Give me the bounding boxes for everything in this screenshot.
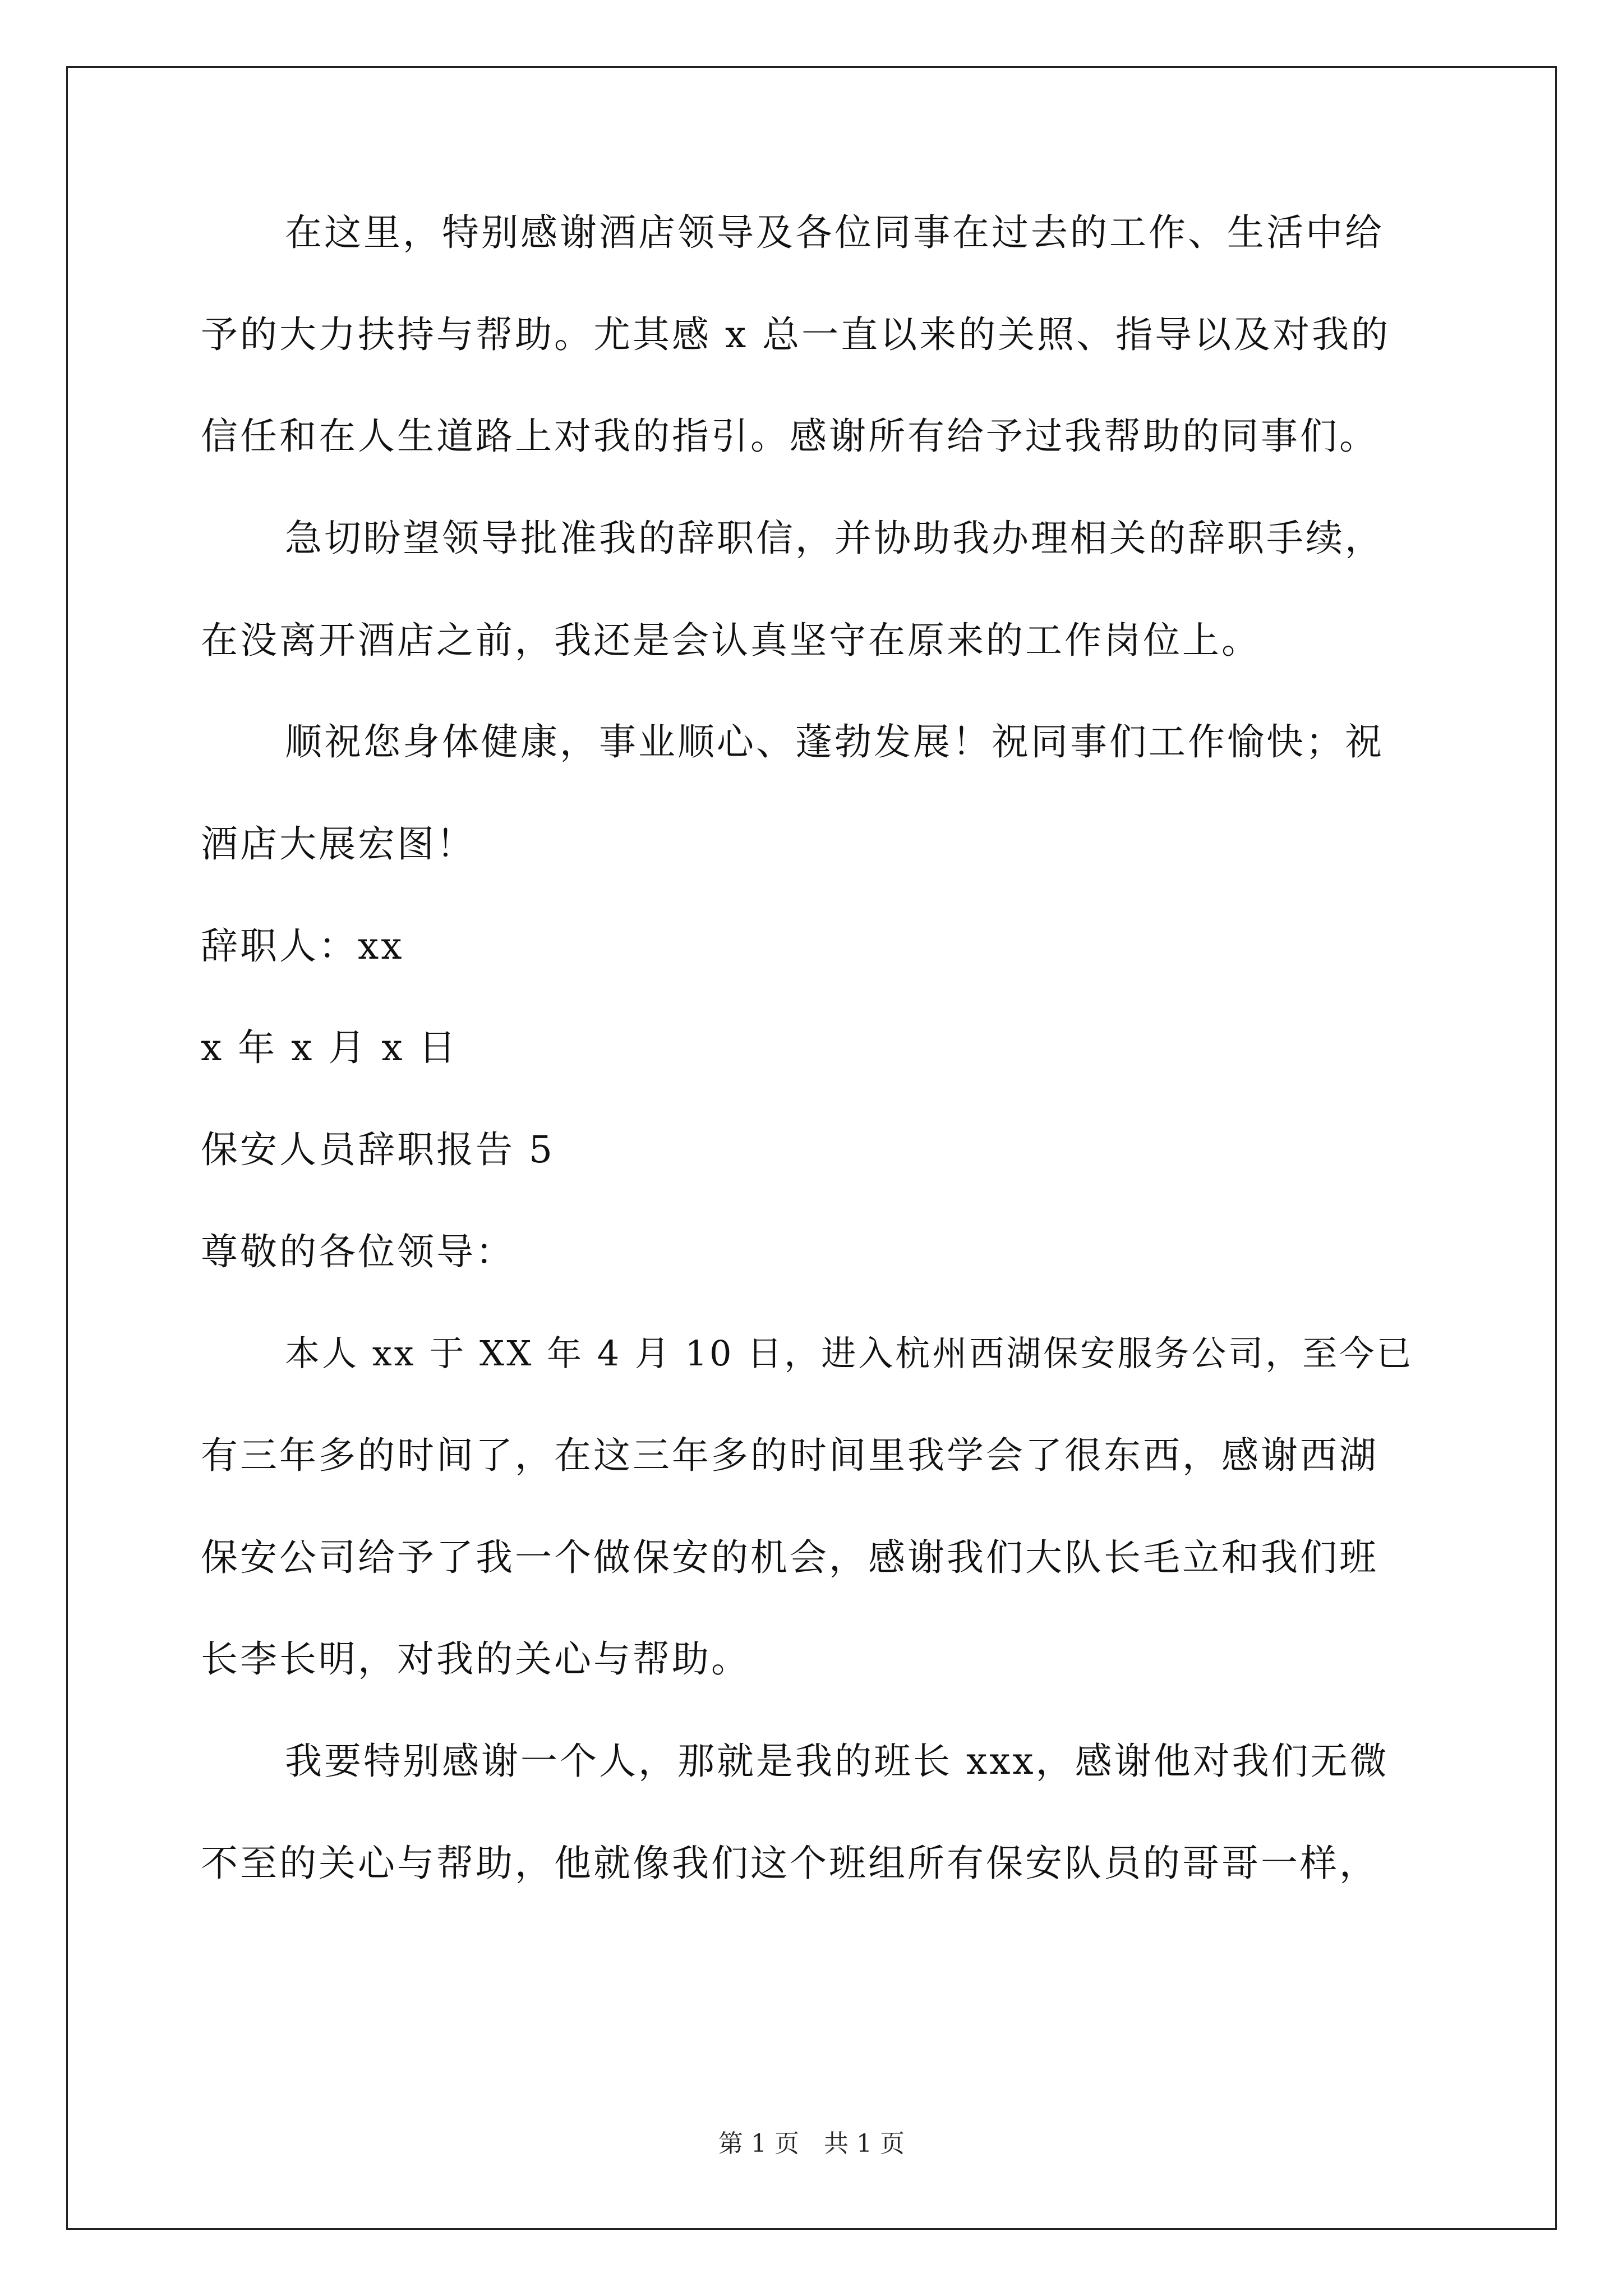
date-line: x 年 x 月 x 日 [201,1026,458,1069]
signature-line: 辞职人：xx [201,924,404,968]
text-line: 本人 xx 于 XX 年 4 月 10 日，进入杭州西湖保安服务公司，至今已 [285,1333,1414,1374]
page-number-footer: 第 1 页 共 1 页 [718,2129,905,2158]
salutation: 尊敬的各位领导： [201,1230,515,1273]
text-line: 在这里，特别感谢酒店领导及各位同事在过去的工作、生活中给 [285,211,1384,254]
document-body [201,211,1426,1885]
text-line: 不至的关心与帮助，他就像我们这个班组所有保安队员的哥哥一样， [201,1842,1378,1885]
section-title: 保安人员辞职报告 5 [201,1128,555,1171]
text-line: 在没离开酒店之前，我还是会认真坚守在原来的工作岗位上。 [201,619,1261,662]
text-line: 保安公司给予了我一个做保安的机会，感谢我们大队长毛立和我们班 [201,1536,1378,1579]
text-line: 急切盼望领导批准我的辞职信，并协助我办理相关的辞职手续， [285,517,1384,560]
text-line: 予的大力扶持与帮助。尤其感 x 总一直以来的关照、指导以及对我的 [201,313,1391,356]
text-line: 顺祝您身体健康，事业顺心、蓬勃发展！祝同事们工作愉快；祝 [285,720,1384,763]
text-line: 信任和在人生道路上对我的指引。感谢所有给予过我帮助的同事们。 [201,415,1378,458]
text-line: 有三年多的时间了，在这三年多的时间里我学会了很东西，感谢西湖 [201,1434,1378,1477]
text-line: 长李长明，对我的关心与帮助。 [201,1637,750,1681]
text-line: 我要特别感谢一个人，那就是我的班长 xxx，感谢他对我们无微 [285,1740,1389,1783]
text-line: 酒店大展宏图！ [201,822,476,866]
